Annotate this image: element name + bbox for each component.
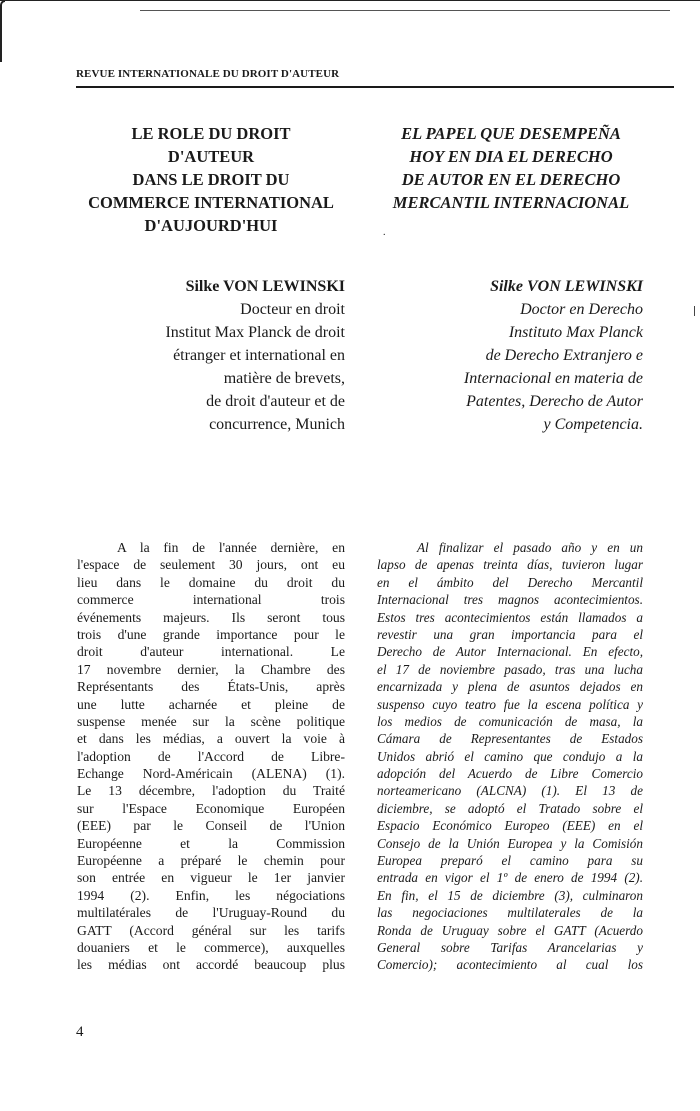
affiliation-line: y Competencia.	[543, 416, 643, 433]
title-line: DANS LE DROIT DU	[132, 170, 290, 189]
title-line: D'AUTEUR	[167, 147, 255, 166]
body-line: événements majeurs. Ils seront tous	[77, 609, 345, 625]
body-line: trois d'une grande importance pour le	[77, 626, 345, 642]
affiliation-line: Docteur en droit	[240, 301, 345, 318]
body-line: revestir una gran importancia para el	[377, 626, 643, 642]
affiliation-line: Instituto Max Planck	[508, 324, 643, 341]
body-line: droit d'auteur international. Le	[77, 644, 345, 660]
header-rule	[76, 86, 674, 88]
body-line: Consejo de la Unión Europea y la Comisión	[377, 835, 643, 851]
affiliation-line: concurrence, Munich	[209, 416, 345, 433]
body-line: l'adoption de l'Accord de Libre-	[77, 748, 345, 764]
body-line: las negociaciones multilaterales de la	[377, 905, 643, 921]
affiliation-line: de droit d'auteur et de	[206, 393, 345, 410]
scan-edge-top	[0, 0, 700, 1]
affiliation-line: étranger et international en	[173, 347, 345, 364]
body-line: multilatérales de l'Uruguay-Round du	[77, 905, 345, 921]
body-line: Représentants des États-Unis, après	[77, 679, 345, 695]
body-line: (EEE) par le Conseil de l'Union	[77, 818, 345, 834]
scan-edge-line	[140, 10, 670, 11]
body-line: los medios de comunicación de masa, la	[377, 713, 643, 729]
body-line: suspenso cuyo teatro fue la escena política y	[377, 696, 643, 712]
body-line: Comercio); acontecimiento al cual los	[377, 957, 643, 973]
title-line: DE AUTOR EN EL DERECHO	[401, 170, 621, 189]
title-line: EL PAPEL QUE DESEMPEÑA	[401, 124, 621, 143]
body-line: norteamericano (ALCNA) (1). El 13 de	[377, 783, 643, 799]
title-line: MERCANTIL INTERNACIONAL	[392, 193, 630, 212]
body-line: Unidos abrió el camino que condujo a la	[377, 748, 643, 764]
body-line: et dans les médias, a ouvert la voie à	[77, 731, 345, 747]
body-line: Europea preparó el camino para su	[377, 853, 643, 869]
body-line: suspense menée sur la scène politique	[77, 713, 345, 729]
title-line: COMMERCE INTERNATIONAL	[88, 193, 334, 212]
body-line: Ronda de Uruguay sobre el GATT (Acuerdo	[377, 922, 643, 938]
body-line: En fin, el 15 de diciembre (3), culminaron	[377, 887, 643, 903]
body-line: 17 novembre dernier, la Chambre des	[77, 661, 345, 677]
affiliation-line: matière de brevets,	[223, 370, 345, 387]
body-line: Al finalizar el pasado año y en un	[417, 540, 643, 555]
body-line: lapso de apenas treinta días, tuvieron lugar	[377, 557, 643, 573]
body-line: A la fin de l'année dernière, en	[117, 540, 345, 555]
affiliation-line: Doctor en Derecho	[520, 301, 643, 318]
running-head: REVUE INTERNATIONALE DU DROIT D'AUTEUR	[76, 68, 340, 80]
body-line: Estos tres acontecimientos están llamados a	[377, 609, 643, 625]
body-line: 1994 (2). Enfin, les négociations	[77, 887, 345, 903]
scan-corner	[0, 0, 5, 62]
title-line: LE ROLE DU DROIT	[131, 124, 291, 143]
byline-french	[77, 275, 345, 436]
affiliation-line: Internacional en materia de	[463, 370, 643, 387]
title-spanish	[377, 122, 645, 214]
body-line: les médias ont accordé beaucoup plus	[77, 957, 345, 973]
body-line: douaniers et le commerce), auxquelles	[77, 939, 345, 955]
affiliation-line: Institut Max Planck de droit	[165, 324, 345, 341]
body-line: Espacio Económico Europeo (EEE) en el	[377, 818, 643, 834]
title-line: HOY EN DIA EL DERECHO	[409, 147, 613, 166]
body-line: Européenne et la Commission	[77, 835, 345, 851]
author-name: Silke VON LEWINSKI	[185, 278, 345, 295]
margin-mark	[694, 306, 695, 316]
body-french	[77, 539, 345, 974]
body-line: l'espace de seulement 30 jours, ont eu	[77, 557, 345, 573]
body-line: Européenne a préparé le chemin pour	[77, 853, 345, 869]
body-line: une lutte acharnée et pleine de	[77, 696, 345, 712]
title-line: D'AUJOURD'HUI	[144, 216, 278, 235]
body-line: encarnizada y plena de asuntos dejados en	[377, 679, 643, 695]
body-line: adopción del Acuerdo de Libre Comercio	[377, 766, 643, 782]
affiliation-line: Patentes, Derecho de Autor	[466, 393, 643, 410]
body-line: Derecho de Autor Internacional. En efecto,	[377, 644, 643, 660]
body-line: GATT (Accord général sur les tarifs	[77, 922, 345, 938]
page-number: 4	[76, 1024, 84, 1040]
stray-dot: .	[383, 227, 386, 238]
affiliation-line: de Derecho Extranjero e	[485, 347, 643, 364]
body-line: entrada en vigor el 1º de enero de 1994 (2).	[377, 870, 643, 886]
body-line: son entrée en vigueur le 1er janvier	[77, 870, 345, 886]
body-line: sur l'Espace Economique Européen	[77, 800, 345, 816]
body-line: Cámara de Representantes de Estados	[377, 731, 643, 747]
body-line: Internacional tres magnos acontecimientos.	[377, 592, 643, 608]
body-spanish	[377, 539, 643, 974]
title-french	[77, 122, 345, 237]
body-line: diciembre, se adoptó el Tratado sobre el	[377, 800, 643, 816]
body-line: General sobre Tarifas Arancelarias y	[377, 939, 643, 955]
body-line: el 17 de noviembre pasado, tras una lucha	[377, 661, 643, 677]
body-line: en el ámbito del Derecho Mercantil	[377, 574, 643, 590]
byline-spanish	[377, 275, 643, 436]
author-name: Silke VON LEWINSKI	[490, 278, 643, 295]
body-line: Echange Nord-Américain (ALENA) (1).	[77, 766, 345, 782]
body-line: commerce international trois	[77, 592, 345, 608]
body-line: Le 13 décembre, l'adoption du Traité	[77, 783, 345, 799]
body-line: lieu dans le domaine du droit du	[77, 574, 345, 590]
